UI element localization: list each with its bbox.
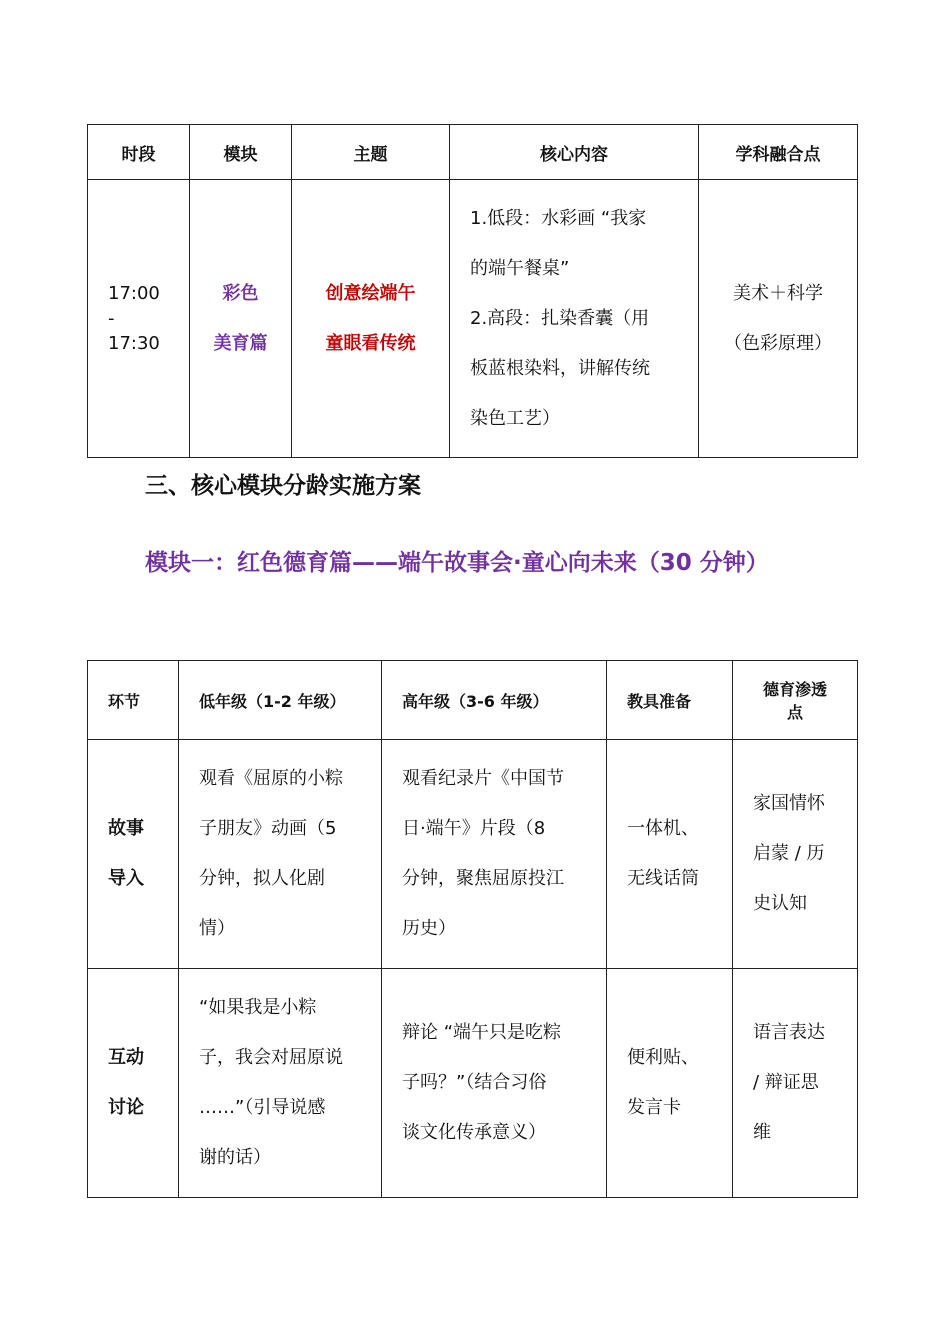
subject-line: （色彩原理）: [724, 332, 832, 354]
tools-line: 无线话筒: [627, 868, 699, 889]
content-line: 的端午餐桌”: [470, 257, 570, 279]
stage-cell: [88, 740, 179, 969]
moral-line: 史认知: [753, 893, 807, 914]
moral-line: / 辩证思: [753, 1072, 819, 1093]
header-theme: 主题: [292, 125, 450, 180]
low-line: “如果我是小粽: [199, 997, 317, 1018]
tools-cell: [607, 969, 733, 1198]
subject-cell: [699, 180, 858, 458]
low-line: 观看《屈原的小粽: [199, 768, 343, 789]
table-row: [88, 969, 858, 1198]
high-line: 分钟，聚焦屈原投江: [402, 868, 564, 889]
low-line: 子朋友》动画（5: [199, 818, 337, 839]
high-grade-cell: [382, 740, 607, 969]
high-line: 历史）: [402, 918, 456, 939]
module-table: [87, 660, 858, 1198]
header-tools: 教具准备: [607, 661, 733, 740]
theme-line: 创意绘端午: [325, 282, 416, 304]
moral-line: 语言表达: [753, 1022, 825, 1043]
header-moral: 德育渗透点: [733, 661, 858, 740]
moral-line: 启蒙 / 历: [753, 843, 825, 864]
stage-line: 故事: [108, 818, 144, 839]
time-start: 17:00: [108, 283, 160, 304]
low-line: 子，我会对屈原说: [199, 1047, 343, 1068]
theme-line: 童眼看传统: [325, 332, 416, 354]
moral-line: 家国情怀: [753, 793, 825, 814]
header-high-grade: 高年级（3-6 年级）: [382, 661, 607, 740]
moral-line: 维: [753, 1122, 771, 1143]
header-subject: 学科融合点: [699, 125, 858, 180]
schedule-table: [87, 124, 858, 458]
content-line: 2.高段：扎染香囊（用: [470, 307, 650, 329]
module-header-row: [88, 661, 858, 740]
schedule-row: [88, 180, 858, 458]
header-low-grade: 低年级（1-2 年级）: [179, 661, 382, 740]
time-cell: [88, 180, 190, 458]
high-line: 观看纪录片《中国节: [402, 768, 564, 789]
table-row: [88, 740, 858, 969]
low-line: 情）: [199, 918, 235, 939]
high-line: 日·端午》片段（8: [402, 818, 546, 839]
low-line: 谢的话）: [199, 1147, 271, 1168]
tools-line: 发言卡: [627, 1097, 681, 1118]
tools-cell: [607, 740, 733, 969]
low-grade-cell: [179, 969, 382, 1198]
high-line: 子吗？”（结合习俗: [402, 1072, 547, 1093]
high-line: 谈文化传承意义）: [402, 1122, 546, 1143]
module-title: 模块一：红色德育篇——端午故事会·童心向未来（30 分钟）: [145, 550, 769, 576]
header-module: 模块: [190, 125, 292, 180]
low-grade-cell: [179, 740, 382, 969]
header-stage: 环节: [88, 661, 179, 740]
tools-line: 便利贴、: [627, 1047, 699, 1068]
subject-line: 美术＋科学: [733, 282, 823, 304]
tools-line: 一体机、: [627, 818, 699, 839]
module-line: 彩色: [222, 282, 259, 304]
low-line: 分钟，拟人化剧: [199, 868, 325, 889]
time-end: 17:30: [108, 333, 160, 354]
content-line: 1.低段：水彩画 “我家: [470, 207, 647, 229]
time-sep: -: [108, 308, 115, 329]
moral-cell: [733, 740, 858, 969]
theme-cell: [292, 180, 450, 458]
content-line: 板蓝根染料，讲解传统: [470, 357, 650, 379]
module-cell: [190, 180, 292, 458]
schedule-header-row: [88, 125, 858, 180]
stage-line: 导入: [108, 868, 144, 889]
low-line: ……”（引导说感: [199, 1097, 326, 1118]
stage-line: 讨论: [108, 1097, 144, 1118]
module-line: 美育篇: [213, 332, 268, 354]
stage-line: 互动: [108, 1047, 144, 1068]
content-cell: [450, 180, 699, 458]
high-line: 辩论 “端午只是吃粽: [402, 1022, 562, 1043]
high-grade-cell: [382, 969, 607, 1198]
header-time: 时段: [88, 125, 190, 180]
header-content: 核心内容: [450, 125, 699, 180]
content-line: 染色工艺）: [470, 407, 560, 429]
moral-cell: [733, 969, 858, 1198]
stage-cell: [88, 969, 179, 1198]
section-title: 三、核心模块分龄实施方案: [145, 473, 421, 499]
